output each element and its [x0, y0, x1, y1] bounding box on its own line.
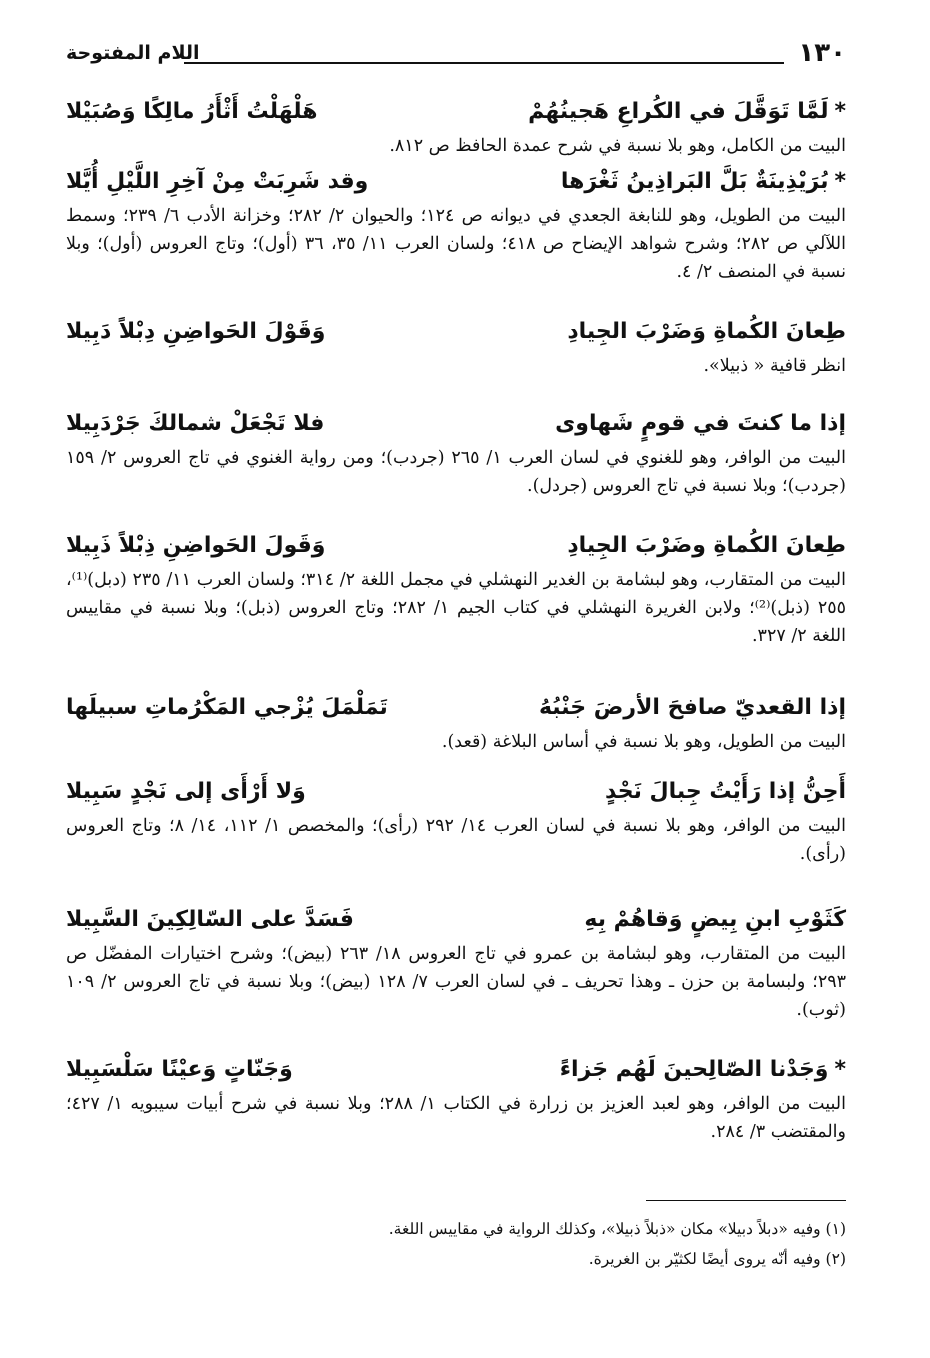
footnote-2: (٢) وفيه أنّه يروى أيضًا لكثيّر بن الغريرة.	[588, 1250, 846, 1268]
verse-line	[66, 526, 846, 566]
footnote-1: (١) وفيه «دبلاً دبيلا» مكان «ذبلاً ذبيلا»، وكذلك الرواية في مقاييس اللغة.	[388, 1220, 846, 1238]
verse-notes: البيت من الطويل، وهو للنابغة الجعدي في ديوانه ص ١٢٤؛ والحيوان ٢/ ٢٨٢؛ وخزانة الأدب ٦/ ٢٣٩؛ وسمط اللآلي ص ٢٨٢؛ وشرح شواهد الإيضاح ص ٤١٨؛ ولسان العرب ١١/ ٣٥، ٣٦ (أول)؛ وتاج العروس (أول)؛ وبلا نسبة في المنصف ٢/ ٤.	[66, 206, 846, 282]
verse-notes: البيت من الكامل، وهو بلا نسبة في شرح عمدة الحافظ ص ٨١٢.	[389, 136, 846, 156]
verse-hemistich-left: هَلْهَلْتُ أَثْأَرُ مالِكًا وَصُبَيْلا	[66, 99, 318, 124]
verse-hemistich-right: إذا ما كنتَ في قومٍ شَهاوى	[555, 411, 846, 436]
verse-entry	[66, 1050, 846, 1160]
verse-hemistich-right: كَثَوْبِ ابنِ بِيضٍ وَقاهُمْ بِهِ	[584, 907, 846, 932]
verse-hemistich-right: إذا القعديّ صافحَ الأرضَ جَنْبُهُ	[538, 695, 846, 720]
star-marker: *	[834, 169, 846, 194]
verse-line	[66, 1050, 846, 1090]
verse-hemistich-right	[528, 92, 846, 132]
verse-notes: البيت من المتقارب، وهو لبشامة بن الغدير النهشلي في مجمل اللغة ٢/ ٣١٤؛ ولسان العرب ١١/ ٢٣٥ (دبل)⁽¹⁾، ٢٥٥ (ذبل)⁽²⁾؛ ولابن الغريرة النهشلي في كتاب الجيم ١/ ٢٨٢؛ وتاج العروس (ذبل)؛ وبلا نسبة في مقاييس اللغة ٢/ ٣٢٧.	[66, 570, 847, 646]
verse-hemistich-right: طِعانَ الكُماةِ وَضَرْبَ الجِيادِ	[567, 319, 846, 344]
verse-notes: البيت من المتقارب، وهو لبشامة بن عمرو في تاج العروس ١٨/ ٢٦٣ (بيض)؛ وشرح اختيارات المفضّل ص ٢٩٣؛ ولبسامة بن حزن ـ وهذا تحريف ـ في لسان العرب ٧/ ١٢٨ (بيض)؛ وبلا نسبة في تاج العروس ٢/ ١٠٩ (ثوب).	[66, 944, 847, 1020]
footnote-rule	[646, 1200, 846, 1201]
verse-line	[66, 404, 846, 444]
verse-line	[66, 162, 846, 202]
page-number: ١٣٠	[798, 38, 846, 68]
verse-hemistich-right: أَحِنُّ إذا رَأَيْتُ جِبالَ نَجْدٍ	[605, 779, 846, 804]
verse-hemistich-left: وَجَنّاتٍ وَعيْنًا سَلْسَبِيلا	[66, 1057, 293, 1082]
verse-hemistich-right	[561, 162, 846, 202]
verse-entry	[66, 312, 846, 404]
verse-entry	[66, 900, 846, 1050]
verse-line	[66, 900, 846, 940]
verse-line	[66, 688, 846, 728]
verse-hemistich-left: وقد شَرِبَتْ مِنْ آخِرِ اللَّيْلِ أُيَّلا	[66, 169, 369, 194]
footnotes	[66, 1214, 846, 1274]
verse-line	[66, 312, 846, 352]
verse-hemistich-left: فلا تَجْعَلْ شمالكَ جَرْدَبِيلا	[66, 411, 325, 436]
verse-notes: البيت من الوافر، وهو للغنوي في لسان العرب ١/ ٢٦٥ (جردب)؛ ومن رواية الغنوي في تاج العروس ٢/ ١٥٩ (جردب)؛ وبلا نسبة في تاج العروس (جردل).	[66, 448, 846, 496]
verse-hemistich-left: وَقَوْلَ الحَواضِنِ دِبْلاً دَبِيلا	[66, 319, 326, 344]
star-marker: *	[834, 99, 846, 124]
header-rule	[184, 62, 784, 64]
verse-hemistich-left: وَلا أَرْأَى إلى نَجْدٍ سَبِيلا	[66, 779, 306, 804]
verse-notes: البيت من الوافر، وهو لعبد العزيز بن زرارة في الكتاب ١/ ٢٨٨؛ وبلا نسبة في شرح أبيات سيبويه ١/ ٤٢٧؛ والمقتضب ٣/ ٢٨٤.	[66, 1094, 846, 1142]
verse-hemistich-left: فَسَدَّ على السّالِكِينَ السَّبِيلا	[66, 907, 354, 932]
running-title: اللام المفتوحة	[66, 42, 200, 64]
star-marker: *	[834, 1057, 846, 1082]
verse-hemistich-right	[560, 1050, 846, 1090]
verse-line	[66, 92, 846, 132]
hemistich-right-text: لَمَّا تَوَقَّلَ في الكُراعِ هَجينُهُمْ	[528, 99, 829, 124]
verse-notes: انظر قافية « ذبيلا».	[703, 356, 846, 376]
hemistich-right-text: بُرَيْذِينَةٌ بَلَّ البَراذِينُ ثَغْرَها	[560, 169, 829, 194]
verse-hemistich-left: تَمَلْمَلَ يُزْجي المَكْرُماتِ سبيلَها	[66, 695, 388, 720]
verse-notes: البيت من الطويل، وهو بلا نسبة في أساس البلاغة (قعد).	[441, 732, 846, 752]
verse-entry	[66, 526, 846, 688]
page-content	[66, 92, 846, 1160]
verse-entry	[66, 404, 846, 526]
page-header	[66, 38, 846, 72]
verse-hemistich-right: طِعانَ الكُماةِ وضَرْبَ الجِيادِ	[567, 533, 846, 558]
verse-entry	[66, 688, 846, 772]
verse-notes: البيت من الوافر، وهو بلا نسبة في لسان العرب ١٤/ ٢٩٢ (رأى)؛ والمخصص ١/ ١١٢، ١٤/ ٨؛ وتاج العروس (رأى).	[66, 816, 846, 864]
verse-hemistich-left: وَقَولَ الحَواضِنِ ذِبْلاً ذَبِيلا	[66, 533, 326, 558]
hemistich-right-text: وَجَدْنا الصّالِحينَ لَهُم جَزاءً	[559, 1057, 829, 1082]
verse-line	[66, 772, 846, 812]
verse-entry	[66, 92, 846, 162]
verse-entry	[66, 162, 846, 312]
verse-entry	[66, 772, 846, 900]
